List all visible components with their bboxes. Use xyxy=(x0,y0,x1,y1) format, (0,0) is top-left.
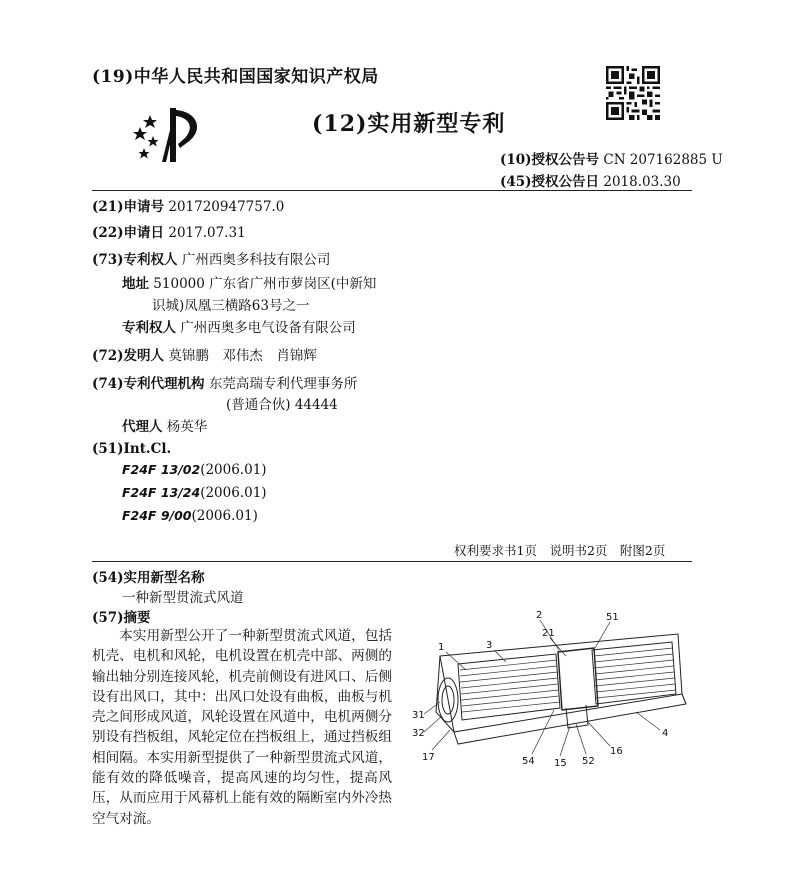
ipc-code: F24F 13/02 xyxy=(122,462,201,477)
ipc-label xyxy=(92,441,171,457)
patentee2-label: 专利权人 xyxy=(122,320,176,336)
agency-line1: 东莞高瑞专利代理事务所 xyxy=(208,376,358,392)
ipc-version: (2006.01) xyxy=(200,485,267,501)
inventors xyxy=(92,344,317,364)
pub-no-label: (10)授权公告号 xyxy=(500,152,600,168)
document-type: (12)实用新型专利 xyxy=(312,111,506,137)
figure-label: 32 xyxy=(412,728,425,739)
header-rule xyxy=(92,190,692,191)
figure-label: 17 xyxy=(422,752,435,763)
patent-agency xyxy=(92,372,357,392)
address-line2: 识城)凤凰三横路63号之一 xyxy=(152,298,310,314)
motor-center xyxy=(558,648,598,710)
ipc-version: (2006.01) xyxy=(200,462,267,478)
pub-date-value: 2018.03.30 xyxy=(603,174,681,190)
patentee-2 xyxy=(122,316,356,336)
address-label: 地址 xyxy=(122,276,149,292)
housing-bottom xyxy=(454,694,686,744)
figure-label: 51 xyxy=(606,612,619,623)
housing-edge xyxy=(682,694,686,704)
inventor-label: (72)发明人 xyxy=(92,348,165,364)
publication-date xyxy=(500,170,681,190)
application-date xyxy=(92,221,246,241)
ipc-item xyxy=(122,462,267,478)
app-no-label: (21)申请号 xyxy=(92,199,165,215)
ipc-item xyxy=(122,508,258,524)
qr-code xyxy=(606,66,660,120)
abstract-label xyxy=(92,606,151,626)
ipc-item xyxy=(122,485,267,501)
title-label-text: (54)实用新型名称 xyxy=(92,570,205,586)
ipc-code: F24F 13/24 xyxy=(122,485,201,500)
application-number xyxy=(92,195,284,215)
abstract-text: 本实用新型公开了一种新型贯流式风道，包括机壳、电机和风轮，电机设置在机壳中部、两侧的输出轴分别连接风轮，机壳前侧设有进风口、后侧设有出风口，其中：出风口处设有曲板，曲板与机壳之间形成风道，风轮设置在风道中，电机两侧分别设有挡板组，风轮定位在挡板组上，通过挡板组相间隔。本实用新型提供了一种新型贯流式风道，能有效的降低噪音，提高风速的均匀性，提高风压，从而应用于风幕机上能有效的隔断室内外冷热空气对流。 xyxy=(92,628,392,827)
app-date-label: (22)申请日 xyxy=(92,225,165,241)
ipc-label-text: (51)Int.Cl. xyxy=(92,441,172,457)
figure-label: 3 xyxy=(486,640,493,651)
figure-label: 52 xyxy=(582,756,595,767)
agent-label: 代理人 xyxy=(122,419,163,435)
agency-label: (74)专利代理机构 xyxy=(92,376,205,392)
utility-model-title: 一种新型贯流式风道 xyxy=(122,590,244,606)
figure-label: 31 xyxy=(412,710,425,721)
figure-label: 16 xyxy=(610,746,623,757)
patentee xyxy=(92,248,330,268)
patentee-value: 广州西奥多科技有限公司 xyxy=(181,252,331,268)
figure-label: 4 xyxy=(662,728,669,739)
pub-date-label: (45)授权公告日 xyxy=(500,174,600,190)
pub-no-value: CN 207162885 U xyxy=(603,152,723,168)
housing-outline xyxy=(440,634,682,732)
section-rule xyxy=(92,561,692,562)
patentee-label: (73)专利权人 xyxy=(92,252,178,268)
cnipa-logo xyxy=(128,100,208,166)
figure-label: 2 xyxy=(536,610,543,621)
office-name: (19)中华人民共和国国家知识产权局 xyxy=(92,67,379,87)
agency-line2: (普通合伙) 44444 xyxy=(226,397,338,413)
patent-figure xyxy=(410,604,700,774)
patentee2-value: 广州西奥多电气设备有限公司 xyxy=(180,320,356,336)
inventor-value: 莫锦鹏 邓伟杰 肖锦辉 xyxy=(168,348,317,364)
title-label xyxy=(92,566,205,586)
abstract-label-text: (57)摘要 xyxy=(92,610,151,626)
agent-value: 杨英华 xyxy=(166,419,208,435)
address-line1: 510000 广东省广州市萝岗区(中新知 xyxy=(153,276,377,292)
agent xyxy=(122,415,207,435)
figure-label: 21 xyxy=(542,628,555,639)
address xyxy=(122,272,376,292)
publication-number xyxy=(500,148,723,168)
app-date-value: 2017.07.31 xyxy=(168,225,246,241)
fan-blades xyxy=(460,648,676,712)
app-no-value: 201720947757.0 xyxy=(168,199,285,215)
figure-label: 1 xyxy=(438,642,445,653)
figure-label: 54 xyxy=(522,756,535,767)
ipc-version: (2006.01) xyxy=(191,508,258,524)
ipc-code: F24F 9/00 xyxy=(122,508,192,523)
page-counts: 权利要求书1页 说明书2页 附图2页 xyxy=(454,543,666,558)
figure-label: 15 xyxy=(554,758,567,769)
